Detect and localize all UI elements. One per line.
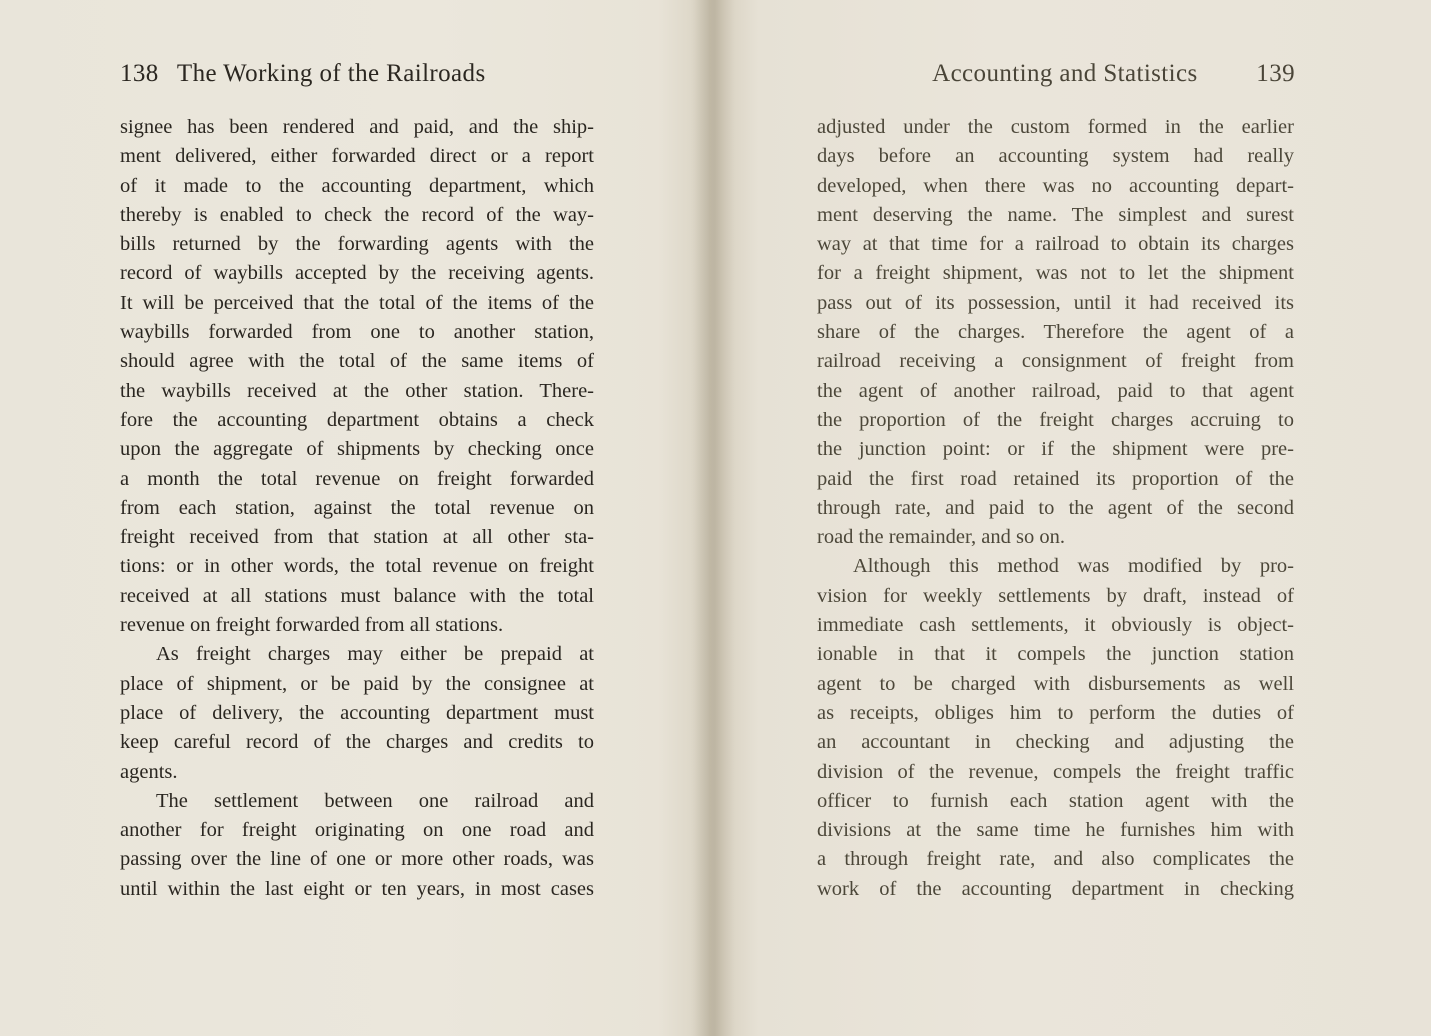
text-line: until within the last eight or ten years, in most cases	[120, 877, 594, 900]
text-line: the agent of another railroad, paid to that agent	[817, 379, 1294, 402]
text-line: thereby is enabled to check the record of the way-	[120, 203, 594, 226]
text-line: developed, when there was no accounting depart-	[817, 174, 1294, 197]
text-line: from each station, against the total revenue on	[120, 496, 594, 519]
text-line: ment deserving the name. The simplest and surest	[817, 203, 1294, 226]
text-line: share of the charges. Therefore the agent of a	[817, 321, 1294, 344]
text-line: bills returned by the forwarding agents with the	[120, 233, 594, 256]
text-line: received at all stations must balance with the total	[120, 584, 594, 607]
text-line: division of the revenue, compels the freight traffic	[817, 760, 1294, 783]
text-line: As freight charges may either be prepaid at	[156, 643, 594, 666]
text-line: vision for weekly settlements by draft, instead of	[817, 584, 1294, 607]
text-line: agents.	[120, 760, 178, 783]
text-line: passing over the line of one or more other roads, was	[120, 848, 594, 871]
left-running-head	[120, 60, 595, 88]
left-body-text	[120, 113, 594, 904]
text-line: officer to furnish each station agent with the	[817, 789, 1294, 812]
text-line: a through freight rate, and also complicates the	[817, 848, 1294, 871]
text-line: It will be perceived that the total of the items of the	[120, 291, 594, 314]
text-line: immediate cash settlements, it obviously is object-	[817, 614, 1294, 637]
text-line: ionable in that it compels the junction station	[817, 643, 1294, 666]
right-running-head-title: Accounting and Statistics	[932, 60, 1198, 87]
text-line: divisions at the same time he furnishes him with	[817, 819, 1294, 842]
text-line: place of shipment, or be paid by the consignee at	[120, 672, 594, 695]
text-line: pass out of its possession, until it had received its	[817, 291, 1294, 314]
left-page-number: 138	[120, 60, 159, 87]
text-line: tions: or in other words, the total revenue on freight	[120, 555, 594, 578]
text-line: adjusted under the custom formed in the earlier	[817, 116, 1294, 138]
text-line: days before an accounting system had really	[817, 145, 1294, 168]
text-line: upon the aggregate of shipments by checking once	[120, 438, 594, 461]
text-line: Although this method was modified by pro-	[853, 555, 1294, 578]
right-body-text	[817, 113, 1294, 904]
text-line: signee has been rendered and paid, and the ship-	[120, 116, 594, 138]
text-line: through rate, and paid to the agent of the second	[817, 496, 1294, 519]
text-line: work of the accounting department in checking	[817, 877, 1294, 900]
text-line: agent to be charged with disbursements as well	[817, 672, 1294, 695]
text-line: The settlement between one railroad and	[156, 789, 594, 812]
text-line: ment delivered, either forwarded direct or a report	[120, 145, 594, 168]
text-line: should agree with the total of the same items of	[120, 350, 594, 373]
text-line: way at that time for a railroad to obtain its charges	[817, 233, 1294, 256]
text-line: the proportion of the freight charges accruing to	[817, 408, 1294, 431]
text-line: paid the first road retained its proportion of the	[817, 467, 1294, 490]
text-line: an accountant in checking and adjusting the	[817, 731, 1294, 754]
right-page-number: 139	[1256, 60, 1295, 87]
text-line: the waybills received at the other station. There-	[120, 379, 594, 402]
text-line: a month the total revenue on freight forwarded	[120, 467, 594, 490]
right-running-head	[915, 60, 1295, 88]
text-line: as receipts, obliges him to perform the duties of	[817, 701, 1294, 724]
text-line: record of waybills accepted by the receiving agents.	[120, 262, 594, 285]
text-line: of it made to the accounting department, which	[120, 174, 594, 197]
text-line: for a freight shipment, was not to let the shipment	[817, 262, 1294, 285]
right-page	[715, 0, 1431, 1036]
text-line: railroad receiving a consignment of freight from	[817, 350, 1294, 373]
left-running-head-title: The Working of the Railroads	[176, 60, 486, 87]
text-line: fore the accounting department obtains a check	[120, 408, 594, 431]
left-page	[0, 0, 715, 1036]
text-line: waybills forwarded from one to another station,	[120, 321, 594, 344]
text-line: the junction point: or if the shipment were pre-	[817, 438, 1294, 461]
text-line: place of delivery, the accounting department must	[120, 701, 594, 724]
text-line: road the remainder, and so on.	[817, 526, 1065, 549]
text-line: revenue on freight forwarded from all stations.	[120, 614, 504, 637]
text-line: freight received from that station at all other sta-	[120, 526, 594, 549]
text-line: another for freight originating on one road and	[120, 819, 594, 842]
text-line: keep careful record of the charges and credits to	[120, 731, 594, 754]
